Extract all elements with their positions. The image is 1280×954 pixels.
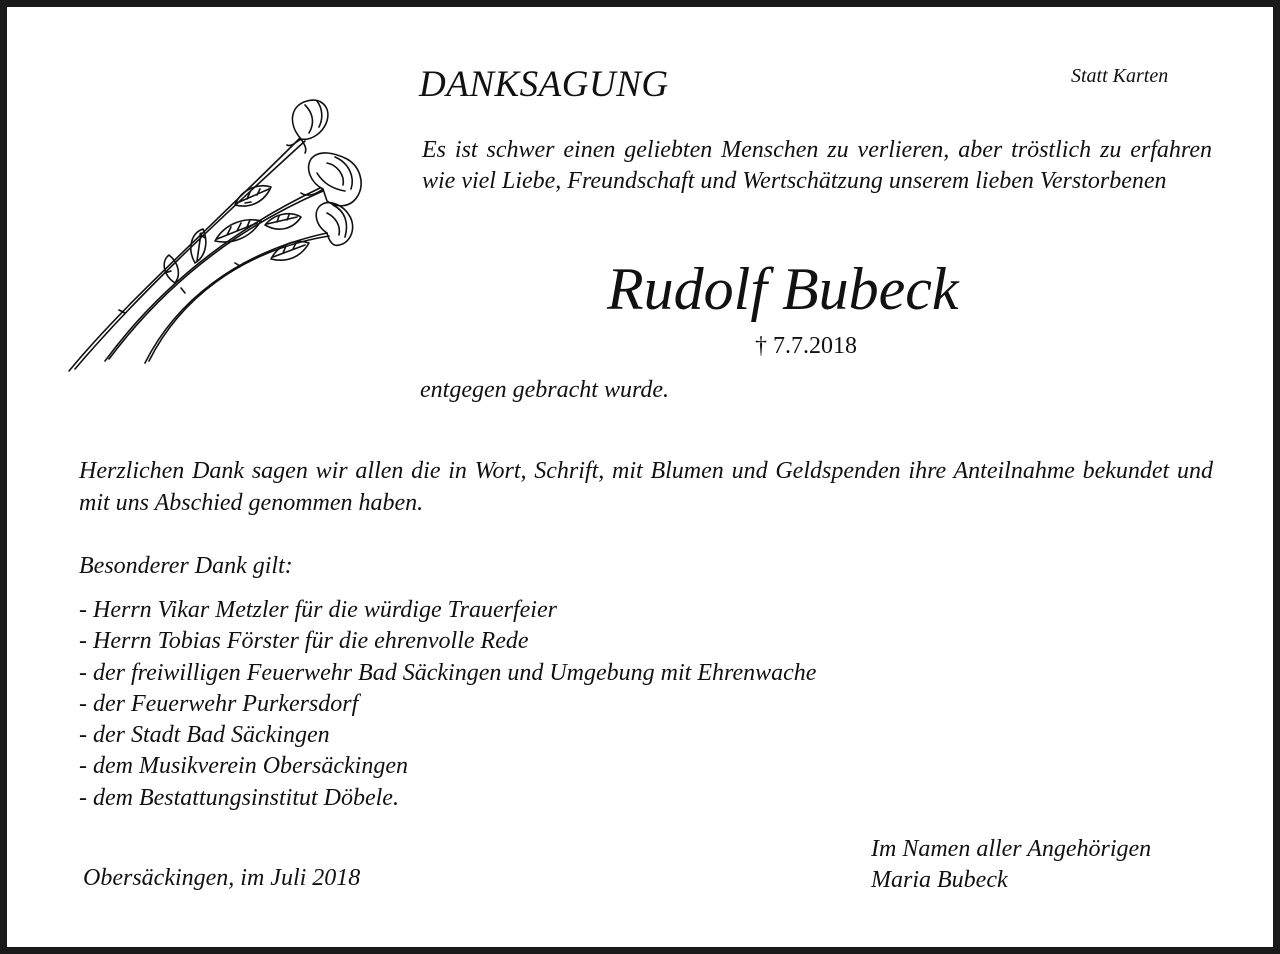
special-thanks-list — [79, 595, 816, 814]
list-item: - dem Bestattungsinstitut Döbele. — [79, 784, 399, 811]
death-date: † 7.7.2018 — [755, 333, 857, 359]
signature-name: Maria Bubeck — [871, 867, 1008, 893]
place-date: Obersäckingen, im Juli 2018 — [83, 865, 361, 891]
list-item: - dem Musikverein Obersäckingen — [79, 753, 408, 780]
thanks-paragraph: Herzlichen Dank sagen wir allen die in Wort, Schrift, mit Blumen und Geldspenden ihre Anteilnahme bekundet und mit uns Abschied genommen haben. — [79, 458, 1213, 516]
special-thanks-heading: Besonderer Dank gilt: — [79, 553, 293, 579]
intro-continuation: entgegen gebracht wurde. — [420, 377, 670, 403]
list-item: - der Stadt Bad Säckingen — [79, 722, 330, 749]
notice-title: DANKSAGUNG — [419, 64, 669, 105]
roses-illustration-icon — [65, 93, 385, 378]
deceased-name: Rudolf Bubeck — [607, 256, 959, 322]
list-item: - der freiwilligen Feuerwehr Bad Säckingen und Umgebung mit Ehrenwache — [79, 659, 817, 686]
signature-line-1: Im Namen aller Angehörigen — [871, 836, 1152, 862]
list-item: - der Feuerwehr Purkersdorf — [79, 690, 359, 717]
list-item: - Herrn Tobias Förster für die ehrenvolle Rede — [79, 628, 529, 655]
statt-karten-label: Statt Karten — [1071, 65, 1169, 87]
signature-block — [871, 834, 1151, 896]
list-item: - Herrn Vikar Metzler für die würdige Trauerfeier — [79, 597, 557, 623]
intro-text: Es ist schwer einen geliebten Menschen zu verlieren, aber tröstlich zu erfahren wie viel Liebe, Freundschaft und Wertschätzung unserem lieben Verstorbenen — [422, 137, 1212, 194]
